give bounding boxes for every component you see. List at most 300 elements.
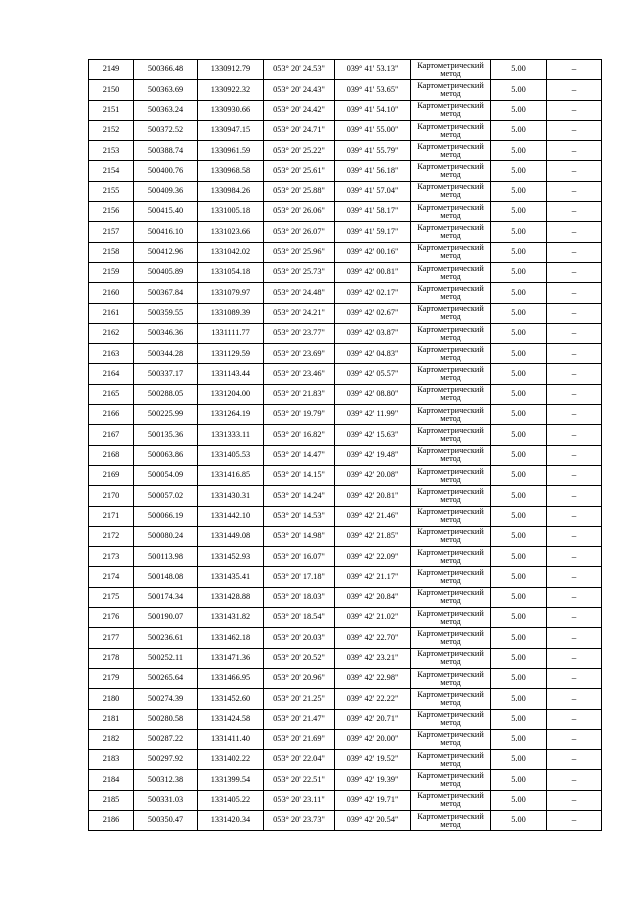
latitude-cell: 053° 20' 20.96": [264, 668, 335, 688]
longitude-cell: 039° 42' 03.87": [335, 323, 411, 343]
y-coordinate-cell: 1331079.97: [198, 283, 264, 303]
x-coordinate-cell: 500337.17: [134, 364, 198, 384]
method-cell: Картометрический метод: [411, 303, 491, 323]
point-number-cell: 2185: [89, 790, 134, 810]
table-row: [89, 405, 602, 425]
latitude-cell: 053° 20' 20.03": [264, 628, 335, 648]
latitude-cell: 053° 20' 23.69": [264, 344, 335, 364]
point-number-cell: 2181: [89, 709, 134, 729]
accuracy-cell: 5.00: [491, 587, 547, 607]
method-cell: Картометрический метод: [411, 364, 491, 384]
latitude-cell: 053° 20' 25.61": [264, 161, 335, 181]
x-coordinate-cell: 500346.36: [134, 323, 198, 343]
table-row: [89, 120, 602, 140]
longitude-cell: 039° 42' 20.81": [335, 486, 411, 506]
longitude-cell: 039° 42' 21.17": [335, 567, 411, 587]
x-coordinate-cell: 500135.36: [134, 425, 198, 445]
method-cell: Картометрический метод: [411, 628, 491, 648]
accuracy-cell: 5.00: [491, 242, 547, 262]
x-coordinate-cell: 500367.84: [134, 283, 198, 303]
point-number-cell: 2182: [89, 729, 134, 749]
note-cell: –: [547, 141, 602, 161]
accuracy-cell: 5.00: [491, 668, 547, 688]
method-cell: Картометрический метод: [411, 445, 491, 465]
point-number-cell: 2183: [89, 750, 134, 770]
point-number-cell: 2167: [89, 425, 134, 445]
accuracy-cell: 5.00: [491, 323, 547, 343]
note-cell: –: [547, 222, 602, 242]
method-cell: Картометрический метод: [411, 80, 491, 100]
point-number-cell: 2186: [89, 810, 134, 830]
y-coordinate-cell: 1331471.36: [198, 648, 264, 668]
y-coordinate-cell: 1331430.31: [198, 486, 264, 506]
table-row: [89, 547, 602, 567]
y-coordinate-cell: 1330930.66: [198, 100, 264, 120]
note-cell: –: [547, 587, 602, 607]
x-coordinate-cell: 500350.47: [134, 810, 198, 830]
accuracy-cell: 5.00: [491, 526, 547, 546]
latitude-cell: 053° 20' 24.42": [264, 100, 335, 120]
y-coordinate-cell: 1331466.95: [198, 668, 264, 688]
longitude-cell: 039° 42' 21.85": [335, 526, 411, 546]
latitude-cell: 053° 20' 23.77": [264, 323, 335, 343]
y-coordinate-cell: 1331405.22: [198, 790, 264, 810]
table-row: [89, 729, 602, 749]
point-number-cell: 2159: [89, 262, 134, 282]
note-cell: –: [547, 526, 602, 546]
method-cell: Картометрический метод: [411, 283, 491, 303]
longitude-cell: 039° 41' 56.18": [335, 161, 411, 181]
x-coordinate-cell: 500363.69: [134, 80, 198, 100]
x-coordinate-cell: 500063.86: [134, 445, 198, 465]
longitude-cell: 039° 42' 22.70": [335, 628, 411, 648]
y-coordinate-cell: 1331089.39: [198, 303, 264, 323]
method-cell: Картометрический метод: [411, 810, 491, 830]
note-cell: –: [547, 567, 602, 587]
x-coordinate-cell: 500312.38: [134, 770, 198, 790]
longitude-cell: 039° 42' 05.57": [335, 364, 411, 384]
longitude-cell: 039° 42' 04.83": [335, 344, 411, 364]
table-row: [89, 790, 602, 810]
x-coordinate-cell: 500388.74: [134, 141, 198, 161]
table-row: [89, 283, 602, 303]
note-cell: –: [547, 344, 602, 364]
accuracy-cell: 5.00: [491, 547, 547, 567]
point-number-cell: 2152: [89, 120, 134, 140]
latitude-cell: 053° 20' 23.46": [264, 364, 335, 384]
point-number-cell: 2161: [89, 303, 134, 323]
x-coordinate-cell: 500416.10: [134, 222, 198, 242]
table-row: [89, 242, 602, 262]
accuracy-cell: 5.00: [491, 303, 547, 323]
longitude-cell: 039° 42' 22.09": [335, 547, 411, 567]
method-cell: Картометрический метод: [411, 506, 491, 526]
y-coordinate-cell: 1331431.82: [198, 608, 264, 628]
method-cell: Картометрический метод: [411, 100, 491, 120]
y-coordinate-cell: 1330912.79: [198, 60, 264, 80]
y-coordinate-cell: 1331042.02: [198, 242, 264, 262]
y-coordinate-cell: 1331143.44: [198, 364, 264, 384]
note-cell: –: [547, 181, 602, 201]
y-coordinate-cell: 1331452.60: [198, 689, 264, 709]
accuracy-cell: 5.00: [491, 60, 547, 80]
longitude-cell: 039° 42' 08.80": [335, 384, 411, 404]
point-number-cell: 2149: [89, 60, 134, 80]
latitude-cell: 053° 20' 26.07": [264, 222, 335, 242]
x-coordinate-cell: 500190.07: [134, 608, 198, 628]
note-cell: –: [547, 242, 602, 262]
table-row: [89, 506, 602, 526]
accuracy-cell: 5.00: [491, 425, 547, 445]
latitude-cell: 053° 20' 23.11": [264, 790, 335, 810]
point-number-cell: 2166: [89, 405, 134, 425]
table-row: [89, 709, 602, 729]
method-cell: Картометрический метод: [411, 120, 491, 140]
point-number-cell: 2177: [89, 628, 134, 648]
table-row: [89, 344, 602, 364]
accuracy-cell: 5.00: [491, 161, 547, 181]
latitude-cell: 053° 20' 14.98": [264, 526, 335, 546]
x-coordinate-cell: 500236.61: [134, 628, 198, 648]
note-cell: –: [547, 303, 602, 323]
x-coordinate-cell: 500225.99: [134, 405, 198, 425]
x-coordinate-cell: 500287.22: [134, 729, 198, 749]
table-row: [89, 425, 602, 445]
longitude-cell: 039° 42' 19.39": [335, 770, 411, 790]
latitude-cell: 053° 20' 24.48": [264, 283, 335, 303]
y-coordinate-cell: 1330961.59: [198, 141, 264, 161]
note-cell: –: [547, 384, 602, 404]
note-cell: –: [547, 810, 602, 830]
accuracy-cell: 5.00: [491, 729, 547, 749]
point-number-cell: 2153: [89, 141, 134, 161]
method-cell: Картометрический метод: [411, 750, 491, 770]
accuracy-cell: 5.00: [491, 709, 547, 729]
note-cell: –: [547, 405, 602, 425]
longitude-cell: 039° 42' 20.54": [335, 810, 411, 830]
table-row: [89, 262, 602, 282]
latitude-cell: 053° 20' 22.51": [264, 770, 335, 790]
y-coordinate-cell: 1331424.58: [198, 709, 264, 729]
accuracy-cell: 5.00: [491, 608, 547, 628]
table-row: [89, 60, 602, 80]
latitude-cell: 053° 20' 19.79": [264, 405, 335, 425]
table-row: [89, 445, 602, 465]
x-coordinate-cell: 500344.28: [134, 344, 198, 364]
method-cell: Картометрический метод: [411, 161, 491, 181]
accuracy-cell: 5.00: [491, 344, 547, 364]
longitude-cell: 039° 41' 55.79": [335, 141, 411, 161]
note-cell: –: [547, 689, 602, 709]
longitude-cell: 039° 41' 55.00": [335, 120, 411, 140]
accuracy-cell: 5.00: [491, 465, 547, 485]
method-cell: Картометрический метод: [411, 486, 491, 506]
method-cell: Картометрический метод: [411, 770, 491, 790]
table-row: [89, 465, 602, 485]
accuracy-cell: 5.00: [491, 120, 547, 140]
latitude-cell: 053° 20' 14.15": [264, 465, 335, 485]
note-cell: –: [547, 628, 602, 648]
point-number-cell: 2173: [89, 547, 134, 567]
x-coordinate-cell: 500372.52: [134, 120, 198, 140]
longitude-cell: 039° 41' 57.04": [335, 181, 411, 201]
point-number-cell: 2151: [89, 100, 134, 120]
longitude-cell: 039° 42' 02.17": [335, 283, 411, 303]
method-cell: Картометрический метод: [411, 384, 491, 404]
note-cell: –: [547, 364, 602, 384]
longitude-cell: 039° 42' 23.21": [335, 648, 411, 668]
latitude-cell: 053° 20' 25.96": [264, 242, 335, 262]
y-coordinate-cell: 1330984.26: [198, 181, 264, 201]
note-cell: –: [547, 120, 602, 140]
latitude-cell: 053° 20' 26.06": [264, 202, 335, 222]
longitude-cell: 039° 41' 53.13": [335, 60, 411, 80]
latitude-cell: 053° 20' 22.04": [264, 750, 335, 770]
accuracy-cell: 5.00: [491, 202, 547, 222]
latitude-cell: 053° 20' 23.73": [264, 810, 335, 830]
y-coordinate-cell: 1331129.59: [198, 344, 264, 364]
method-cell: Картометрический метод: [411, 608, 491, 628]
point-number-cell: 2165: [89, 384, 134, 404]
latitude-cell: 053° 20' 25.73": [264, 262, 335, 282]
y-coordinate-cell: 1331428.88: [198, 587, 264, 607]
note-cell: –: [547, 729, 602, 749]
note-cell: –: [547, 80, 602, 100]
table-row: [89, 486, 602, 506]
note-cell: –: [547, 425, 602, 445]
note-cell: –: [547, 161, 602, 181]
latitude-cell: 053° 20' 24.43": [264, 80, 335, 100]
note-cell: –: [547, 465, 602, 485]
table-row: [89, 628, 602, 648]
table-row: [89, 100, 602, 120]
point-number-cell: 2178: [89, 648, 134, 668]
x-coordinate-cell: 500265.64: [134, 668, 198, 688]
point-number-cell: 2162: [89, 323, 134, 343]
note-cell: –: [547, 770, 602, 790]
table-row: [89, 202, 602, 222]
method-cell: Картометрический метод: [411, 790, 491, 810]
accuracy-cell: 5.00: [491, 506, 547, 526]
y-coordinate-cell: 1330922.32: [198, 80, 264, 100]
x-coordinate-cell: 500066.19: [134, 506, 198, 526]
point-number-cell: 2163: [89, 344, 134, 364]
note-cell: –: [547, 202, 602, 222]
accuracy-cell: 5.00: [491, 790, 547, 810]
method-cell: Картометрический метод: [411, 242, 491, 262]
point-number-cell: 2154: [89, 161, 134, 181]
method-cell: Картометрический метод: [411, 425, 491, 445]
table-row: [89, 567, 602, 587]
table-row: [89, 323, 602, 343]
y-coordinate-cell: 1331416.85: [198, 465, 264, 485]
latitude-cell: 053° 20' 14.24": [264, 486, 335, 506]
table-row: [89, 608, 602, 628]
method-cell: Картометрический метод: [411, 262, 491, 282]
longitude-cell: 039° 42' 22.22": [335, 689, 411, 709]
note-cell: –: [547, 60, 602, 80]
y-coordinate-cell: 1330947.15: [198, 120, 264, 140]
x-coordinate-cell: 500363.24: [134, 100, 198, 120]
accuracy-cell: 5.00: [491, 283, 547, 303]
method-cell: Картометрический метод: [411, 729, 491, 749]
point-number-cell: 2158: [89, 242, 134, 262]
longitude-cell: 039° 42' 21.46": [335, 506, 411, 526]
latitude-cell: 053° 20' 20.52": [264, 648, 335, 668]
point-number-cell: 2179: [89, 668, 134, 688]
note-cell: –: [547, 608, 602, 628]
latitude-cell: 053° 20' 25.88": [264, 181, 335, 201]
x-coordinate-cell: 500400.76: [134, 161, 198, 181]
longitude-cell: 039° 42' 00.81": [335, 262, 411, 282]
method-cell: Картометрический метод: [411, 60, 491, 80]
method-cell: Картометрический метод: [411, 668, 491, 688]
x-coordinate-cell: 500080.24: [134, 526, 198, 546]
note-cell: –: [547, 506, 602, 526]
x-coordinate-cell: 500174.34: [134, 587, 198, 607]
longitude-cell: 039° 42' 21.02": [335, 608, 411, 628]
x-coordinate-cell: 500359.55: [134, 303, 198, 323]
longitude-cell: 039° 42' 02.67": [335, 303, 411, 323]
note-cell: –: [547, 262, 602, 282]
note-cell: –: [547, 100, 602, 120]
x-coordinate-cell: 500405.89: [134, 262, 198, 282]
longitude-cell: 039° 42' 22.98": [335, 668, 411, 688]
accuracy-cell: 5.00: [491, 770, 547, 790]
accuracy-cell: 5.00: [491, 100, 547, 120]
point-number-cell: 2168: [89, 445, 134, 465]
accuracy-cell: 5.00: [491, 689, 547, 709]
accuracy-cell: 5.00: [491, 648, 547, 668]
x-coordinate-cell: 500113.98: [134, 547, 198, 567]
note-cell: –: [547, 668, 602, 688]
latitude-cell: 053° 20' 21.69": [264, 729, 335, 749]
table-body: [89, 60, 602, 831]
accuracy-cell: 5.00: [491, 445, 547, 465]
x-coordinate-cell: 500297.92: [134, 750, 198, 770]
table-row: [89, 750, 602, 770]
x-coordinate-cell: 500409.36: [134, 181, 198, 201]
latitude-cell: 053° 20' 21.83": [264, 384, 335, 404]
note-cell: –: [547, 709, 602, 729]
longitude-cell: 039° 42' 19.71": [335, 790, 411, 810]
latitude-cell: 053° 20' 16.82": [264, 425, 335, 445]
x-coordinate-cell: 500412.96: [134, 242, 198, 262]
point-number-cell: 2172: [89, 526, 134, 546]
x-coordinate-cell: 500054.09: [134, 465, 198, 485]
table-row: [89, 648, 602, 668]
point-number-cell: 2157: [89, 222, 134, 242]
method-cell: Картометрический метод: [411, 648, 491, 668]
note-cell: –: [547, 648, 602, 668]
note-cell: –: [547, 323, 602, 343]
point-number-cell: 2176: [89, 608, 134, 628]
table-row: [89, 668, 602, 688]
table-row: [89, 303, 602, 323]
accuracy-cell: 5.00: [491, 750, 547, 770]
method-cell: Картометрический метод: [411, 689, 491, 709]
y-coordinate-cell: 1330968.58: [198, 161, 264, 181]
table-row: [89, 587, 602, 607]
method-cell: Картометрический метод: [411, 405, 491, 425]
x-coordinate-cell: 500331.03: [134, 790, 198, 810]
accuracy-cell: 5.00: [491, 222, 547, 242]
accuracy-cell: 5.00: [491, 810, 547, 830]
y-coordinate-cell: 1331023.66: [198, 222, 264, 242]
table-row: [89, 689, 602, 709]
longitude-cell: 039° 42' 20.08": [335, 465, 411, 485]
table-row: [89, 384, 602, 404]
y-coordinate-cell: 1331420.34: [198, 810, 264, 830]
method-cell: Картометрический метод: [411, 181, 491, 201]
latitude-cell: 053° 20' 14.53": [264, 506, 335, 526]
method-cell: Картометрический метод: [411, 526, 491, 546]
table-row: [89, 770, 602, 790]
point-number-cell: 2160: [89, 283, 134, 303]
accuracy-cell: 5.00: [491, 141, 547, 161]
longitude-cell: 039° 41' 53.65": [335, 80, 411, 100]
y-coordinate-cell: 1331402.22: [198, 750, 264, 770]
accuracy-cell: 5.00: [491, 80, 547, 100]
table-row: [89, 810, 602, 830]
y-coordinate-cell: 1331462.18: [198, 628, 264, 648]
accuracy-cell: 5.00: [491, 364, 547, 384]
latitude-cell: 053° 20' 21.47": [264, 709, 335, 729]
x-coordinate-cell: 500415.40: [134, 202, 198, 222]
accuracy-cell: 5.00: [491, 567, 547, 587]
note-cell: –: [547, 486, 602, 506]
note-cell: –: [547, 445, 602, 465]
point-number-cell: 2174: [89, 567, 134, 587]
table-row: [89, 526, 602, 546]
longitude-cell: 039° 41' 58.17": [335, 202, 411, 222]
point-number-cell: 2150: [89, 80, 134, 100]
x-coordinate-cell: 500274.39: [134, 689, 198, 709]
latitude-cell: 053° 20' 24.53": [264, 60, 335, 80]
longitude-cell: 039° 42' 19.48": [335, 445, 411, 465]
method-cell: Картометрический метод: [411, 222, 491, 242]
latitude-cell: 053° 20' 24.21": [264, 303, 335, 323]
point-number-cell: 2164: [89, 364, 134, 384]
note-cell: –: [547, 283, 602, 303]
point-number-cell: 2155: [89, 181, 134, 201]
method-cell: Картометрический метод: [411, 465, 491, 485]
longitude-cell: 039° 41' 54.10": [335, 100, 411, 120]
longitude-cell: 039° 42' 20.00": [335, 729, 411, 749]
y-coordinate-cell: 1331435.41: [198, 567, 264, 587]
point-number-cell: 2175: [89, 587, 134, 607]
table-row: [89, 80, 602, 100]
table-row: [89, 141, 602, 161]
table-row: [89, 181, 602, 201]
method-cell: Картометрический метод: [411, 202, 491, 222]
method-cell: Картометрический метод: [411, 587, 491, 607]
x-coordinate-cell: 500288.05: [134, 384, 198, 404]
latitude-cell: 053° 20' 25.22": [264, 141, 335, 161]
method-cell: Картометрический метод: [411, 567, 491, 587]
point-number-cell: 2170: [89, 486, 134, 506]
accuracy-cell: 5.00: [491, 405, 547, 425]
y-coordinate-cell: 1331264.19: [198, 405, 264, 425]
accuracy-cell: 5.00: [491, 628, 547, 648]
method-cell: Картометрический метод: [411, 344, 491, 364]
note-cell: –: [547, 790, 602, 810]
longitude-cell: 039° 42' 20.71": [335, 709, 411, 729]
longitude-cell: 039° 42' 11.99": [335, 405, 411, 425]
y-coordinate-cell: 1331111.77: [198, 323, 264, 343]
accuracy-cell: 5.00: [491, 486, 547, 506]
y-coordinate-cell: 1331449.08: [198, 526, 264, 546]
